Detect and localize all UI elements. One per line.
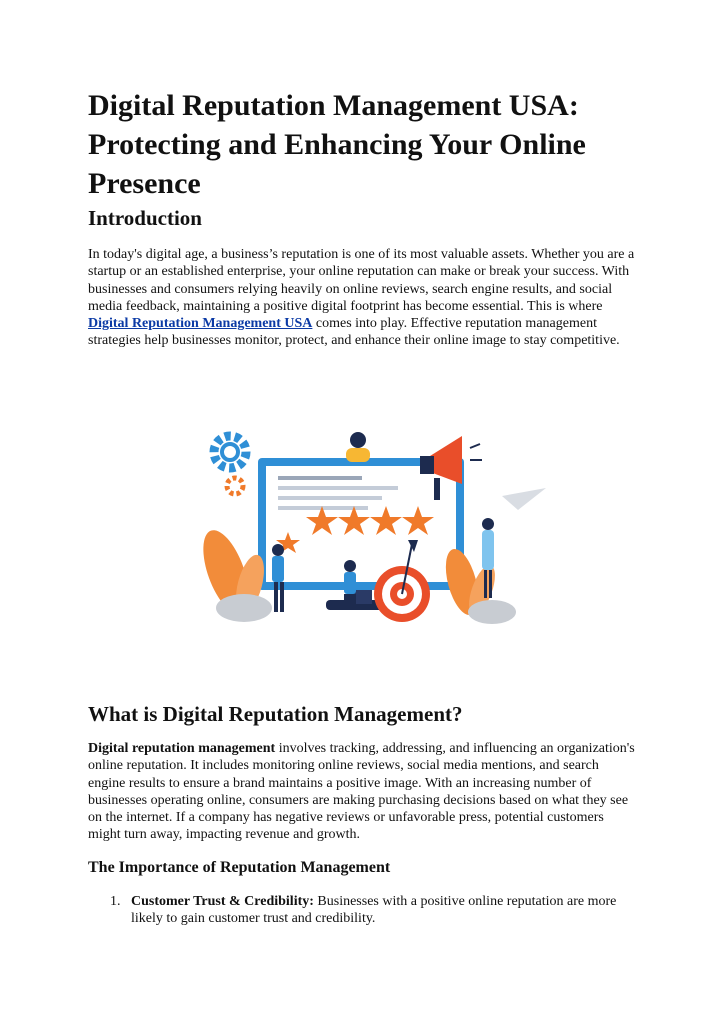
gear-icon bbox=[214, 436, 246, 494]
list-item-number: 1. bbox=[110, 894, 121, 909]
importance-heading: The Importance of Reputation Management bbox=[88, 859, 391, 876]
page-title: Digital Reputation Management USA: Protecting and Enhancing Your Online Presence bbox=[88, 89, 586, 200]
list-item-label: Customer Trust & Credibility: bbox=[131, 894, 314, 909]
reputation-illustration bbox=[190, 422, 550, 634]
importance-list bbox=[88, 893, 636, 928]
what-is-heading: What is Digital Reputation Management? bbox=[88, 702, 463, 726]
intro-paragraph bbox=[88, 246, 636, 350]
list-item-text: Businesses with a positive online reputation are more likely to gain customer trust and credibility. bbox=[131, 894, 617, 927]
what-is-bold-lead: Digital reputation management bbox=[88, 741, 276, 756]
monitor-icon bbox=[258, 458, 464, 590]
intro-text-after: comes into play. Effective reputation management strategies help businesses monitor, protect, and enhance their online image to stay competitive. bbox=[88, 316, 620, 349]
digital-reputation-link[interactable]: Digital Reputation Management USA bbox=[88, 316, 313, 332]
list-item bbox=[88, 893, 636, 928]
person-icon bbox=[346, 432, 370, 462]
person-center-icon bbox=[344, 560, 356, 608]
paper-plane-icon bbox=[502, 488, 546, 510]
rock-decoration bbox=[216, 594, 272, 622]
intro-heading: Introduction bbox=[88, 206, 202, 230]
intro-text-before: In today's digital age, a business’s reputation is one of its most valuable assets. Whether you are a startup or an established enterprise, your online reputation can make or break your success. With businesses and consumers relying heavily on online reviews, search engine results, and social media feedback, maintaining a positive digital footprint has become essential. This is where bbox=[88, 247, 635, 314]
what-is-text: involves tracking, addressing, and influencing an organization's online reputation. It includes monitoring online reviews, social media mentions, and search engine results to ensure a brand maintains a positive image. With an increasing number of businesses operating online, consumers are making purchasing decisions based on what they see on the internet. If a company has negative reviews or unfavorable press, potential customers might turn away, impacting revenue and growth. bbox=[88, 741, 635, 843]
person-left-icon bbox=[272, 544, 284, 612]
what-is-paragraph bbox=[88, 740, 636, 844]
